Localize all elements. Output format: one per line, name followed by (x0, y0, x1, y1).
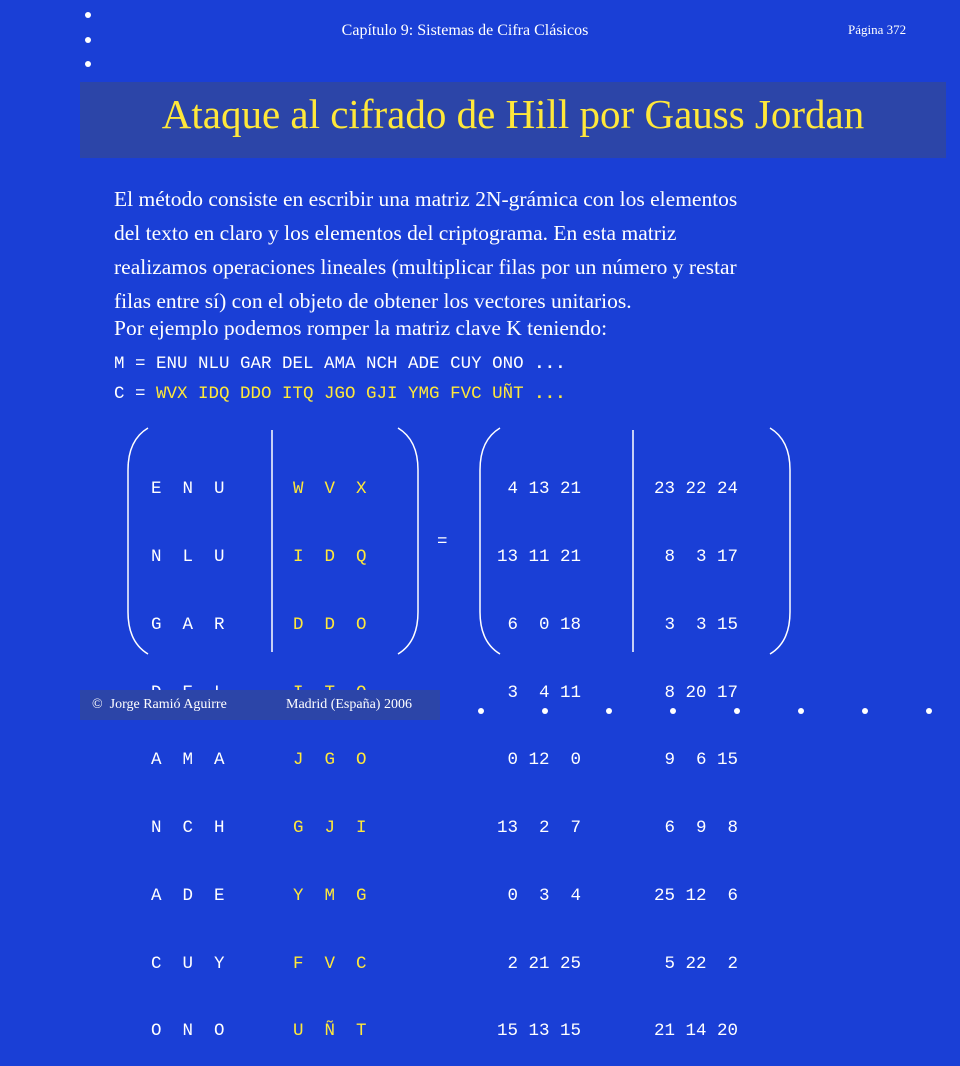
matrix-row: 25 12 6 (654, 885, 739, 906)
body-line: realizamos operaciones lineales (multiplicar filas por un número y restar (114, 255, 737, 279)
matrix-row: A M A (151, 750, 225, 771)
decor-dot (670, 708, 676, 714)
matrix-row: 23 22 24 (654, 479, 739, 500)
matrix-row: C U Y (151, 953, 225, 974)
matrix-row: 8 3 17 (654, 546, 739, 567)
matrix-row: 6 0 18 (497, 614, 582, 635)
ciphertext-prefix: C = (114, 384, 157, 404)
matrix-row: 9 6 15 (654, 750, 739, 771)
matrix-row: 21 14 20 (654, 1021, 739, 1042)
matrix-row: 6 9 8 (654, 818, 739, 839)
plaintext-ellipsis: ... (523, 354, 566, 374)
decor-dot (734, 708, 740, 714)
footer-place: Madrid (España) 2006 (286, 697, 412, 712)
matrix-row: F V C (293, 953, 367, 974)
copyright-icon: © (92, 697, 103, 712)
decor-dot (478, 708, 484, 714)
plaintext-prefix: M = (114, 354, 157, 374)
body-line: del texto en claro y los elementos del criptograma. En esta matriz (114, 221, 677, 245)
matrix-row: 3 3 15 (654, 614, 739, 635)
matrix-row: 3 4 11 (497, 682, 582, 703)
matrix-row: W V X (293, 479, 367, 500)
decor-dot (606, 708, 612, 714)
matrix-row: 13 2 7 (497, 818, 582, 839)
ciphertext-ellipsis: ... (523, 384, 566, 404)
matrix-row: I D Q (293, 546, 367, 567)
page-number: Página 372 (848, 22, 907, 37)
footer-author (92, 697, 227, 713)
matrix-row: 8 20 17 (654, 682, 739, 703)
matrix-row: N C H (151, 818, 225, 839)
matrix-row: N L U (151, 546, 225, 567)
matrix-row: A D E (151, 885, 225, 906)
matrix-row: 2 21 25 (497, 953, 582, 974)
decor-dot (542, 708, 548, 714)
matrix-row: 0 3 4 (497, 885, 582, 906)
matrix-row: G J I (293, 818, 367, 839)
matrix-row: 0 12 0 (497, 750, 582, 771)
matrix-row: G A R (151, 614, 225, 635)
matrix-row: 15 13 15 (497, 1021, 582, 1042)
matrix-row: J G O (293, 750, 367, 771)
slide-title: Ataque al cifrado de Hill por Gauss Jordan (161, 91, 865, 137)
plaintext-text: ENU NLU GAR DEL AMA NCH ADE CUY ONO (156, 354, 524, 374)
plaintext-matrix (151, 433, 225, 1066)
matrix-row: E N U (151, 479, 225, 500)
header-chapter: Capítulo 9: Sistemas de Cifra Clásicos (341, 22, 589, 39)
matrix-row: 13 11 21 (497, 546, 582, 567)
decor-dot (798, 708, 804, 714)
plaintext-number-matrix (497, 433, 581, 1066)
matrix-row: D D O (293, 614, 367, 635)
example-line: Por ejemplo podemos romper la matriz clave K teniendo: (114, 316, 608, 340)
author-name: Jorge Ramió Aguirre (109, 697, 227, 712)
ciphertext-text: WVX IDQ DDO ITQ JGO GJI YMG FVC UÑT (156, 384, 524, 404)
ciphertext-matrix (293, 433, 367, 1066)
matrix-row: 4 13 21 (497, 479, 582, 500)
matrix-row: Y M G (293, 885, 367, 906)
matrix-row: 5 22 2 (654, 953, 739, 974)
body-line: filas entre sí) con el objeto de obtener los vectores unitarios. (114, 289, 632, 313)
matrix-row: O N O (151, 1021, 225, 1042)
ciphertext-number-matrix (654, 433, 738, 1066)
decor-dot (926, 708, 932, 714)
body-line: El método consiste en escribir una matriz 2N-grámica con los elementos (114, 187, 738, 211)
equals-sign: = (437, 532, 448, 552)
decor-dot (862, 708, 868, 714)
matrix-row: U Ñ T (293, 1021, 367, 1042)
